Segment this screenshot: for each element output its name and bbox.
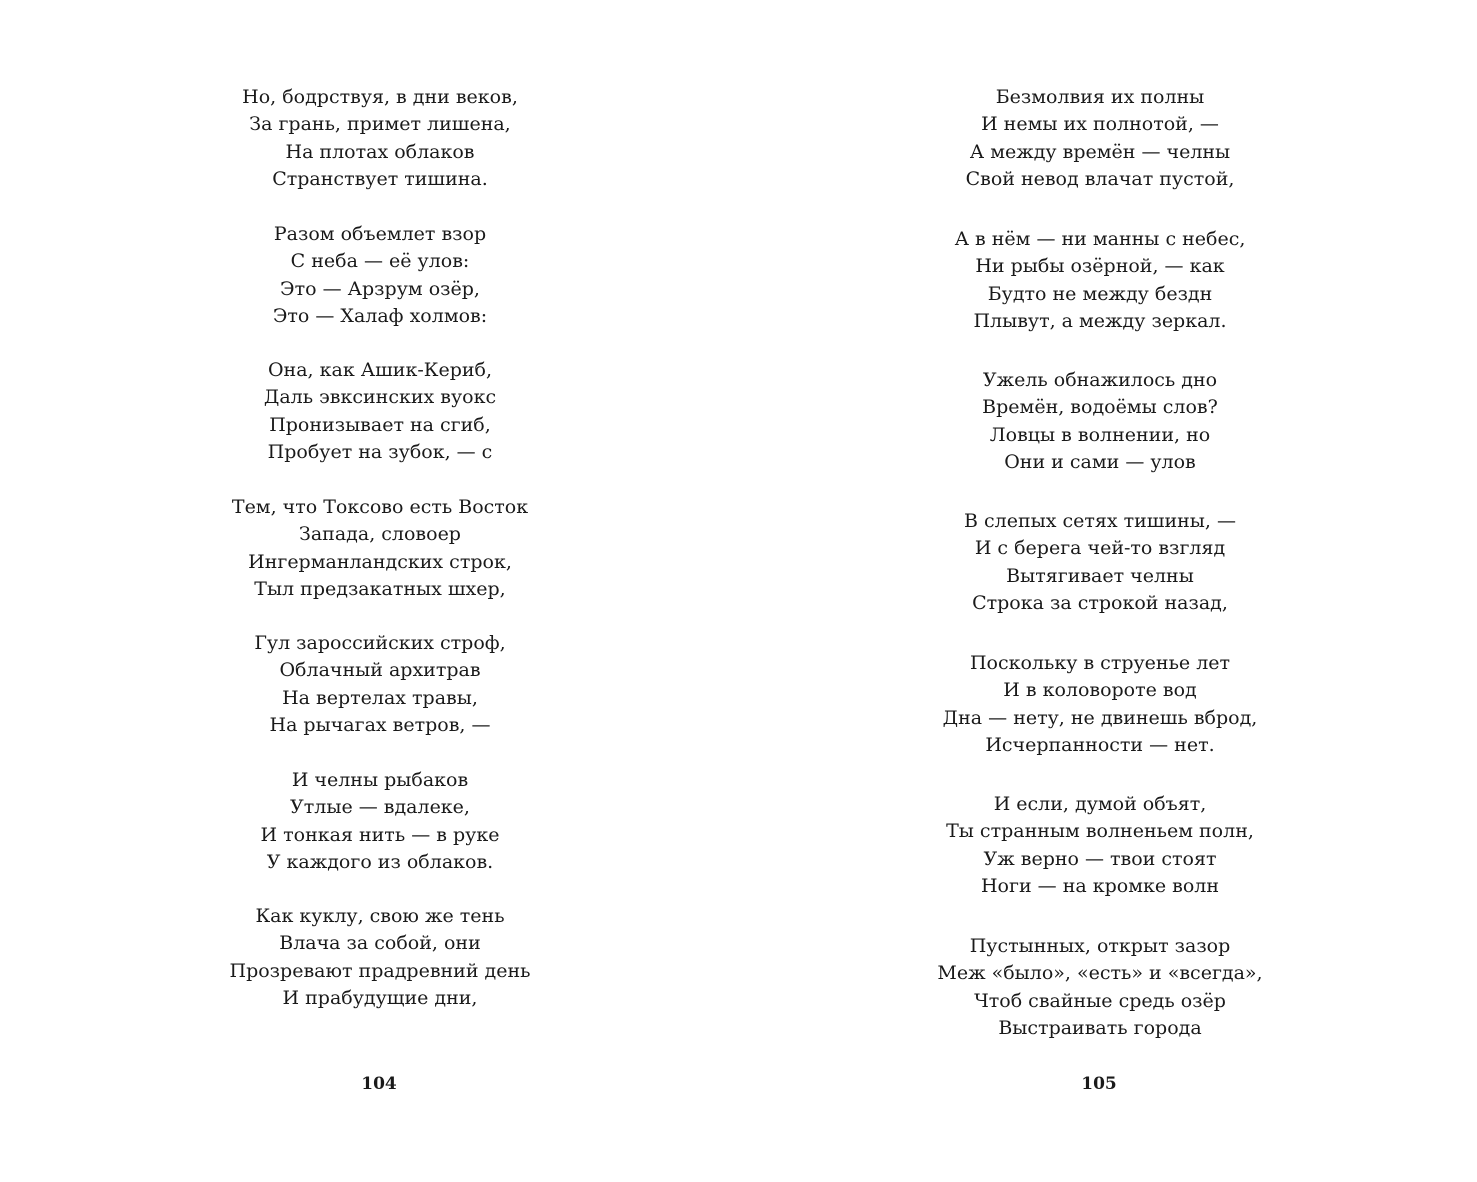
poem-line: С неба — её улов:: [290, 250, 470, 273]
poem-line: Исчерпанности — нет.: [985, 733, 1215, 756]
stanza: [860, 226, 1340, 335]
poem-line: И немы их полнотой, —: [981, 113, 1219, 136]
poem-line: Странствует тишина.: [272, 167, 488, 190]
poem-line: Меж «было», «есть» и «всегда»,: [937, 962, 1263, 985]
poem-line: За грань, примет лишена,: [249, 113, 511, 136]
poem-line: Это — Арзрум озёр,: [280, 277, 480, 300]
right-page: [760, 0, 1477, 1182]
poem-line: Ты странным волненьем полн,: [946, 820, 1254, 843]
poem-line: Облачный архитрав: [279, 659, 481, 682]
poem-line: Тыл предзакатных шхер,: [254, 577, 506, 600]
poem-line: Свой невод влачат пустой,: [965, 167, 1235, 190]
poem-line: Ужель обнажилось дно: [982, 369, 1218, 391]
stanza: [140, 630, 620, 739]
stanza: [860, 367, 1340, 476]
poem-line: Ингерманландских строк,: [248, 550, 512, 573]
poem-line: Пронизывает на сгиб,: [269, 413, 491, 436]
stanza: [860, 933, 1340, 1042]
poem-line: На рычагах ветров, —: [269, 713, 491, 736]
poem-line: И челны рыбаков: [291, 769, 469, 791]
poem-line: На плотах облаков: [285, 140, 475, 163]
stanza: [860, 84, 1340, 193]
poem-line: И с берега чей-то взгляд: [974, 537, 1226, 560]
poem-line: Ловцы в волнении, но: [989, 423, 1211, 446]
poem-line: В слепых сетях тишины, —: [963, 510, 1236, 532]
poem-line: Она, как Ашик-Кериб,: [267, 359, 493, 381]
stanza: [140, 357, 620, 466]
page-number: 104: [361, 1074, 397, 1094]
poem-line: Вытягивает челны: [1006, 564, 1194, 587]
poem-line: Уж верно — твои стоят: [983, 847, 1217, 870]
poem-line: Ни рыбы озёрной, — как: [975, 255, 1225, 278]
poem-line: А в нём — ни манны с небес,: [954, 228, 1246, 250]
page-number: 105: [1081, 1074, 1117, 1094]
poem-line: Ноги — на кромке волн: [980, 874, 1220, 897]
poem-line: Влача за собой, они: [279, 932, 481, 955]
stanza: [140, 494, 620, 603]
poem-line: Строка за строкой назад,: [972, 591, 1228, 614]
poem-line: Времён, водоёмы слов?: [982, 396, 1218, 419]
poem-line: Дна — нету, не двинешь вброд,: [942, 706, 1258, 729]
poem-line: Но, бодрствуя, в дни веков,: [242, 86, 518, 108]
poem-line: И в коловороте вод: [1003, 679, 1197, 702]
poem-line: Будто не между бездн: [987, 282, 1213, 305]
stanza: [140, 84, 620, 193]
poem-line: Поскольку в струенье лет: [969, 652, 1231, 674]
poem-line: Пробует на зубок, — с: [267, 440, 493, 463]
poem-line: На вертелах травы,: [282, 686, 478, 709]
poem-line: И если, думой объят,: [993, 793, 1207, 815]
poem-line: Утлые — вдалеке,: [290, 796, 470, 819]
stanza: [140, 221, 620, 330]
poem-line: Прозревают прадревний день: [229, 959, 531, 982]
poem-line: Безмолвия их полны: [995, 86, 1205, 108]
stanza: [140, 767, 620, 876]
stanza: [140, 903, 620, 1012]
poem-line: Выстраивать города: [998, 1016, 1202, 1039]
poem-line: Даль эвксинских вуокс: [263, 386, 497, 409]
poem-line: А между времён — челны: [969, 140, 1231, 163]
poem-line: Плывут, а между зеркал.: [973, 309, 1227, 332]
poem-line: Как куклу, свою же тень: [255, 905, 505, 927]
poem-line: Это — Халаф холмов:: [272, 304, 488, 327]
poem-line: Гул зароссийских строф,: [254, 632, 506, 654]
poem-line: Они и сами — улов: [1004, 450, 1196, 473]
stanza: [860, 508, 1340, 617]
poem-line: У каждого из облаков.: [266, 850, 494, 873]
poem-line: Чтоб свайные средь озёр: [974, 989, 1226, 1012]
stanza: [860, 791, 1340, 900]
poem-line: Пустынных, открыт зазор: [969, 935, 1231, 957]
poem-line: Запада, словоер: [299, 523, 461, 546]
poem-line: И тонкая нить — в руке: [260, 823, 500, 846]
poem-line: Тем, что Токсово есть Восток: [231, 496, 529, 518]
poem-line: Разом объемлет взор: [273, 223, 487, 245]
poem-line: И прабудущие дни,: [282, 986, 478, 1009]
stanza: [860, 650, 1340, 759]
